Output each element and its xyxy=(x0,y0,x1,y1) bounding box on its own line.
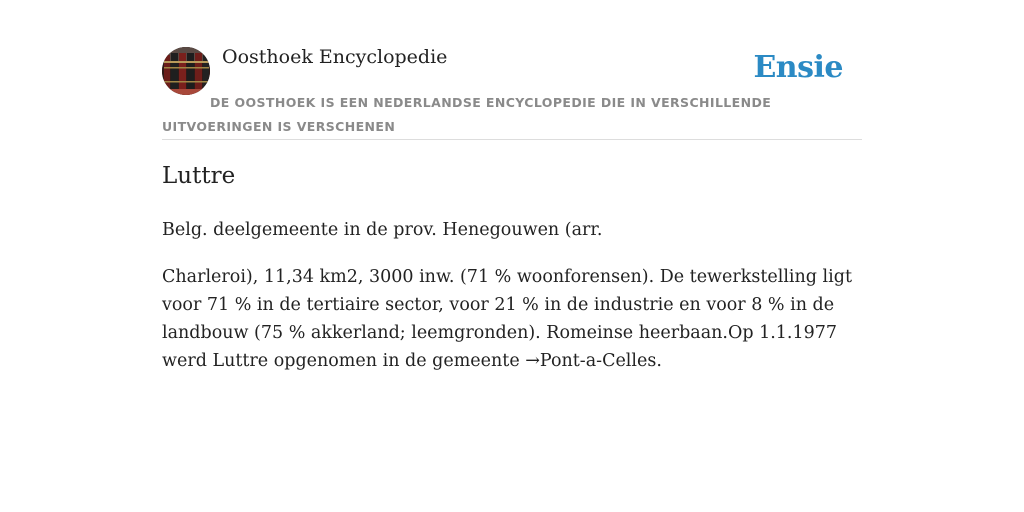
site-header xyxy=(162,0,862,140)
avatar[interactable] xyxy=(162,47,210,95)
tagline: DE OOSTHOEK IS EEN NEDERLANDSE ENCYCLOPEDIE DIE IN VERSCHILLENDE UITVOERINGEN IS VERSCHENEN xyxy=(162,95,772,134)
page xyxy=(162,0,862,512)
article-paragraph: Charleroi), 11,34 km2, 3000 inw. (71 % woonforensen). De tewerkstelling ligt voor 71 % in de tertiaire sector, voor 21 % in de industrie en voor 8 % in de landbouw (75 % akkerland; leemgronden). Romeinse heerbaan.Op 1.1.1977 werd Luttre opgenomen in de gemeente →Pont-a-Celles. xyxy=(162,267,852,371)
article-paragraph: Belg. deelgemeente in de prov. Henegouwen (arr. xyxy=(162,220,603,240)
encyclopedia-books-icon xyxy=(162,47,210,95)
brand-logo[interactable]: Ensie xyxy=(753,50,843,85)
site-title[interactable]: Oosthoek Encyclopedie xyxy=(222,46,448,68)
article-title: Luttre xyxy=(162,163,236,189)
